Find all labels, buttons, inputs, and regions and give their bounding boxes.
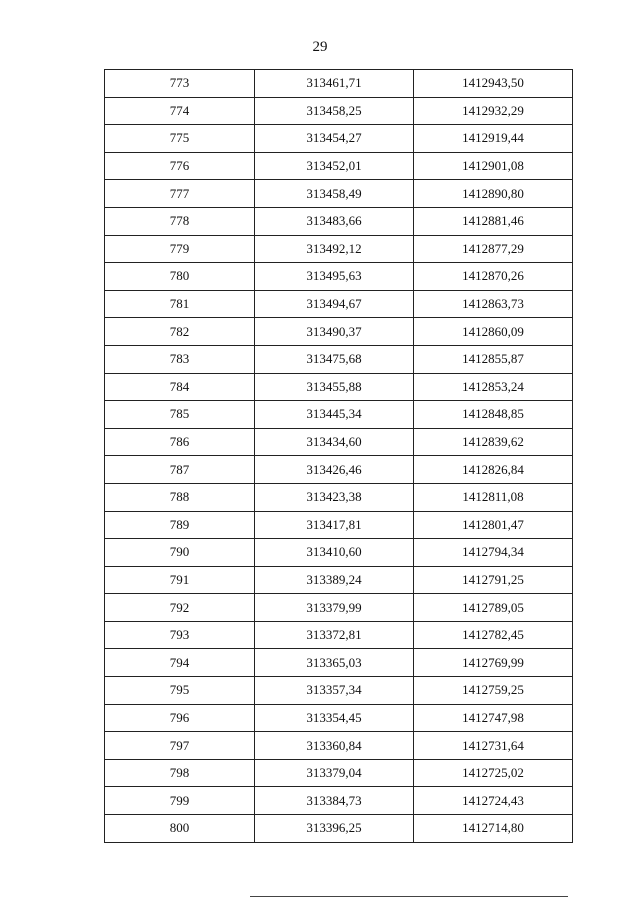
bottom-divider — [250, 896, 568, 897]
point-number-cell: 773 — [105, 70, 255, 98]
x-coordinate-cell: 313458,49 — [255, 180, 414, 208]
table-row — [105, 428, 573, 456]
table-row — [105, 345, 573, 373]
x-coordinate-cell: 313410,60 — [255, 539, 414, 567]
y-coordinate-cell: 1412725,02 — [414, 759, 573, 787]
y-coordinate-cell: 1412901,08 — [414, 152, 573, 180]
table-row — [105, 677, 573, 705]
table-row — [105, 787, 573, 815]
y-coordinate-cell: 1412860,09 — [414, 318, 573, 346]
y-coordinate-cell: 1412747,98 — [414, 704, 573, 732]
table-row — [105, 235, 573, 263]
table-row — [105, 511, 573, 539]
table-row — [105, 759, 573, 787]
point-number-cell: 792 — [105, 594, 255, 622]
x-coordinate-cell: 313354,45 — [255, 704, 414, 732]
point-number-cell: 780 — [105, 263, 255, 291]
y-coordinate-cell: 1412769,99 — [414, 649, 573, 677]
x-coordinate-cell: 313458,25 — [255, 97, 414, 125]
table-row — [105, 483, 573, 511]
x-coordinate-cell: 313475,68 — [255, 345, 414, 373]
y-coordinate-cell: 1412881,46 — [414, 207, 573, 235]
point-number-cell: 778 — [105, 207, 255, 235]
x-coordinate-cell: 313426,46 — [255, 456, 414, 484]
y-coordinate-cell: 1412801,47 — [414, 511, 573, 539]
y-coordinate-cell: 1412943,50 — [414, 70, 573, 98]
table-row — [105, 539, 573, 567]
point-number-cell: 790 — [105, 539, 255, 567]
point-number-cell: 800 — [105, 815, 255, 843]
y-coordinate-cell: 1412932,29 — [414, 97, 573, 125]
x-coordinate-cell: 313423,38 — [255, 483, 414, 511]
table-row — [105, 621, 573, 649]
x-coordinate-cell: 313417,81 — [255, 511, 414, 539]
y-coordinate-cell: 1412863,73 — [414, 290, 573, 318]
y-coordinate-cell: 1412870,26 — [414, 263, 573, 291]
point-number-cell: 797 — [105, 732, 255, 760]
point-number-cell: 784 — [105, 373, 255, 401]
point-number-cell: 796 — [105, 704, 255, 732]
x-coordinate-cell: 313492,12 — [255, 235, 414, 263]
x-coordinate-cell: 313495,63 — [255, 263, 414, 291]
y-coordinate-cell: 1412714,80 — [414, 815, 573, 843]
coordinates-table — [104, 69, 573, 843]
table-row — [105, 125, 573, 153]
point-number-cell: 786 — [105, 428, 255, 456]
y-coordinate-cell: 1412919,44 — [414, 125, 573, 153]
y-coordinate-cell: 1412731,64 — [414, 732, 573, 760]
y-coordinate-cell: 1412724,43 — [414, 787, 573, 815]
point-number-cell: 783 — [105, 345, 255, 373]
point-number-cell: 794 — [105, 649, 255, 677]
table-row — [105, 207, 573, 235]
x-coordinate-cell: 313384,73 — [255, 787, 414, 815]
table-row — [105, 594, 573, 622]
table-row — [105, 373, 573, 401]
y-coordinate-cell: 1412789,05 — [414, 594, 573, 622]
page-number: 29 — [312, 39, 328, 55]
x-coordinate-cell: 313434,60 — [255, 428, 414, 456]
point-number-cell: 793 — [105, 621, 255, 649]
table-row — [105, 290, 573, 318]
x-coordinate-cell: 313452,01 — [255, 152, 414, 180]
point-number-cell: 795 — [105, 677, 255, 705]
table-row — [105, 152, 573, 180]
point-number-cell: 777 — [105, 180, 255, 208]
point-number-cell: 789 — [105, 511, 255, 539]
y-coordinate-cell: 1412791,25 — [414, 566, 573, 594]
x-coordinate-cell: 313365,03 — [255, 649, 414, 677]
table-row — [105, 815, 573, 843]
table-row — [105, 456, 573, 484]
point-number-cell: 776 — [105, 152, 255, 180]
point-number-cell: 791 — [105, 566, 255, 594]
table-row — [105, 566, 573, 594]
x-coordinate-cell: 313490,37 — [255, 318, 414, 346]
x-coordinate-cell: 313357,34 — [255, 677, 414, 705]
point-number-cell: 785 — [105, 401, 255, 429]
x-coordinate-cell: 313379,04 — [255, 759, 414, 787]
table-row — [105, 732, 573, 760]
point-number-cell: 798 — [105, 759, 255, 787]
point-number-cell: 782 — [105, 318, 255, 346]
y-coordinate-cell: 1412848,85 — [414, 401, 573, 429]
x-coordinate-cell: 313372,81 — [255, 621, 414, 649]
point-number-cell: 781 — [105, 290, 255, 318]
x-coordinate-cell: 313396,25 — [255, 815, 414, 843]
point-number-cell: 775 — [105, 125, 255, 153]
x-coordinate-cell: 313454,27 — [255, 125, 414, 153]
y-coordinate-cell: 1412855,87 — [414, 345, 573, 373]
table-row — [105, 649, 573, 677]
y-coordinate-cell: 1412890,80 — [414, 180, 573, 208]
point-number-cell: 779 — [105, 235, 255, 263]
table-row — [105, 318, 573, 346]
y-coordinate-cell: 1412826,84 — [414, 456, 573, 484]
y-coordinate-cell: 1412782,45 — [414, 621, 573, 649]
table-row — [105, 70, 573, 98]
y-coordinate-cell: 1412877,29 — [414, 235, 573, 263]
table-row — [105, 704, 573, 732]
x-coordinate-cell: 313379,99 — [255, 594, 414, 622]
y-coordinate-cell: 1412794,34 — [414, 539, 573, 567]
x-coordinate-cell: 313389,24 — [255, 566, 414, 594]
y-coordinate-cell: 1412811,08 — [414, 483, 573, 511]
y-coordinate-cell: 1412853,24 — [414, 373, 573, 401]
x-coordinate-cell: 313494,67 — [255, 290, 414, 318]
point-number-cell: 774 — [105, 97, 255, 125]
coordinates-table-body — [105, 70, 573, 843]
x-coordinate-cell: 313461,71 — [255, 70, 414, 98]
y-coordinate-cell: 1412759,25 — [414, 677, 573, 705]
table-row — [105, 97, 573, 125]
x-coordinate-cell: 313455,88 — [255, 373, 414, 401]
x-coordinate-cell: 313445,34 — [255, 401, 414, 429]
table-row — [105, 263, 573, 291]
x-coordinate-cell: 313360,84 — [255, 732, 414, 760]
table-row — [105, 180, 573, 208]
point-number-cell: 799 — [105, 787, 255, 815]
point-number-cell: 788 — [105, 483, 255, 511]
table-row — [105, 401, 573, 429]
y-coordinate-cell: 1412839,62 — [414, 428, 573, 456]
x-coordinate-cell: 313483,66 — [255, 207, 414, 235]
point-number-cell: 787 — [105, 456, 255, 484]
